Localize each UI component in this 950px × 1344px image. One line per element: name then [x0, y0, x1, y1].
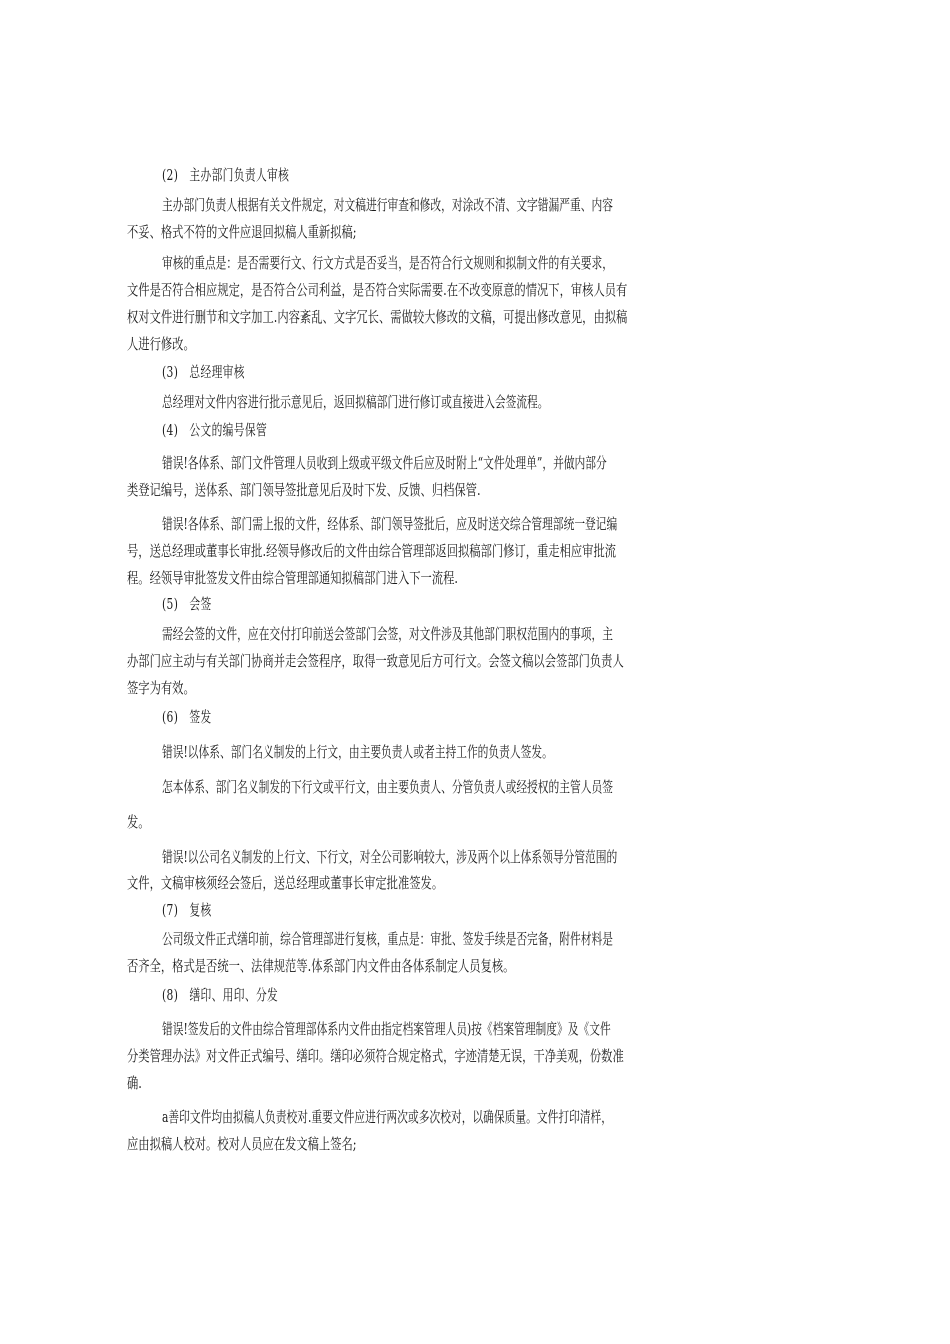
heading-6-issue: (6) 签发	[162, 708, 212, 726]
paragraph-line: 公司级文件正式缮印前，综合管理部进行复核，重点是：审批、签发手续是否完备，附件材料是	[162, 930, 613, 948]
paragraph-line: 号，送总经理或董事长审批.经领导修改后的文件由综合管理部返回拟稿部门修订，重走相应审批流	[127, 542, 617, 560]
paragraph-line: a善印文件均由拟稿人负责校对.重要文件应进行两次或多次校对，以确保质量。文件打印清样，	[162, 1108, 613, 1126]
heading-7-recheck: (7) 复核	[162, 901, 212, 919]
paragraph-line: 应由拟稿人校对。校对人员应在发文稿上签名;	[127, 1135, 357, 1153]
paragraph-line: 人进行修改。	[127, 335, 195, 353]
heading-5-countersign: (5) 会签	[162, 595, 212, 613]
heading-4-numbering-storage: (4) 公文的编号保管	[162, 421, 268, 439]
paragraph-line: 错误!以体系、部门名义制发的上行文，由主要负责人或者主持工作的负责人签发。	[162, 743, 553, 761]
paragraph-line: 发。	[127, 813, 150, 831]
paragraph-line: 文件，文稿审核须经会签后，送总经理或董事长审定批准签发。	[127, 874, 444, 892]
paragraph-line: 总经理对文件内容进行批示意见后，返回拟稿部门进行修订或直接进入会签流程。	[162, 393, 549, 411]
paragraph-line: 审核的重点是：是否需要行文、行文方式是否妥当，是否符合行文规则和拟制文件的有关要求，	[162, 254, 613, 272]
paragraph-line: 主办部门负责人根据有关文件规定，对文稿进行审查和修改，对涂改不清、文字错漏严重、内容	[162, 196, 613, 214]
paragraph-line: 程。经领导审批签发文件由综合管理部通知拟稿部门进入下一流程.	[127, 569, 458, 587]
paragraph-line: 确.	[127, 1074, 142, 1092]
heading-8-print-seal-distribute: (8) 缮印、用印、分发	[162, 986, 279, 1004]
heading-2-department-review: (2) 主办部门负责人审核	[162, 166, 290, 184]
paragraph-line: 分类管理办法》对文件正式编号、缮印。缮印必须符合规定格式，字迹清楚无误，干净美观，份数准	[127, 1047, 624, 1065]
paragraph-line: 怎本体系、部门名义制发的下行文或平行文，由主要负责人、分管负责人或经授权的主管人员签	[162, 778, 613, 796]
paragraph-line: 否齐全，格式是否统一、法律规范等.体系部门内文件由各体系制定人员复核。	[127, 957, 515, 975]
paragraph-line: 权对文件进行删节和文字加工.内容紊乱、文字冗长、需做较大修改的文稿，可提出修改意见，由拟稿	[127, 308, 628, 326]
heading-3-gm-review: (3) 总经理审核	[162, 363, 245, 381]
paragraph-line: 错误!签发后的文件由综合管理部体系内文件由指定档案管理人员)按《档案管理制度》及《文件	[162, 1020, 611, 1038]
paragraph-line: 错误!以公司名义制发的上行文、下行文，对全公司影响较大，涉及两个以上体系领导分管范围的	[162, 848, 618, 866]
paragraph-line: 类登记编号，送体系、部门领导签批意见后及时下发、反馈、归档保管.	[127, 481, 481, 499]
paragraph-line: 办部门应主动与有关部门协商并走会签程序，取得一致意见后方可行文。会签文稿以会签部门负责人	[127, 652, 624, 670]
paragraph-line: 错误!各体系、部门文件管理人员收到上级或平级文件后应及时附上“文件处理单”，并做内部分	[162, 454, 607, 472]
paragraph-line: 签字为有效。	[127, 679, 195, 697]
paragraph-line: 需经会签的文件，应在交付打印前送会签部门会签，对文件涉及其他部门职权范围内的事项，主	[162, 625, 613, 643]
paragraph-line: 文件是否符合相应规定，是否符合公司利益，是否符合实际需要.在不改变原意的情况下，审核人员有	[127, 281, 628, 299]
paragraph-line: 不妥、格式不符的文件应退回拟稿人重新拟稿;	[127, 223, 357, 241]
paragraph-line: 错误!各体系、部门需上报的文件，经体系、部门领导签批后，应及时送交综合管理部统一登记编	[162, 515, 618, 533]
